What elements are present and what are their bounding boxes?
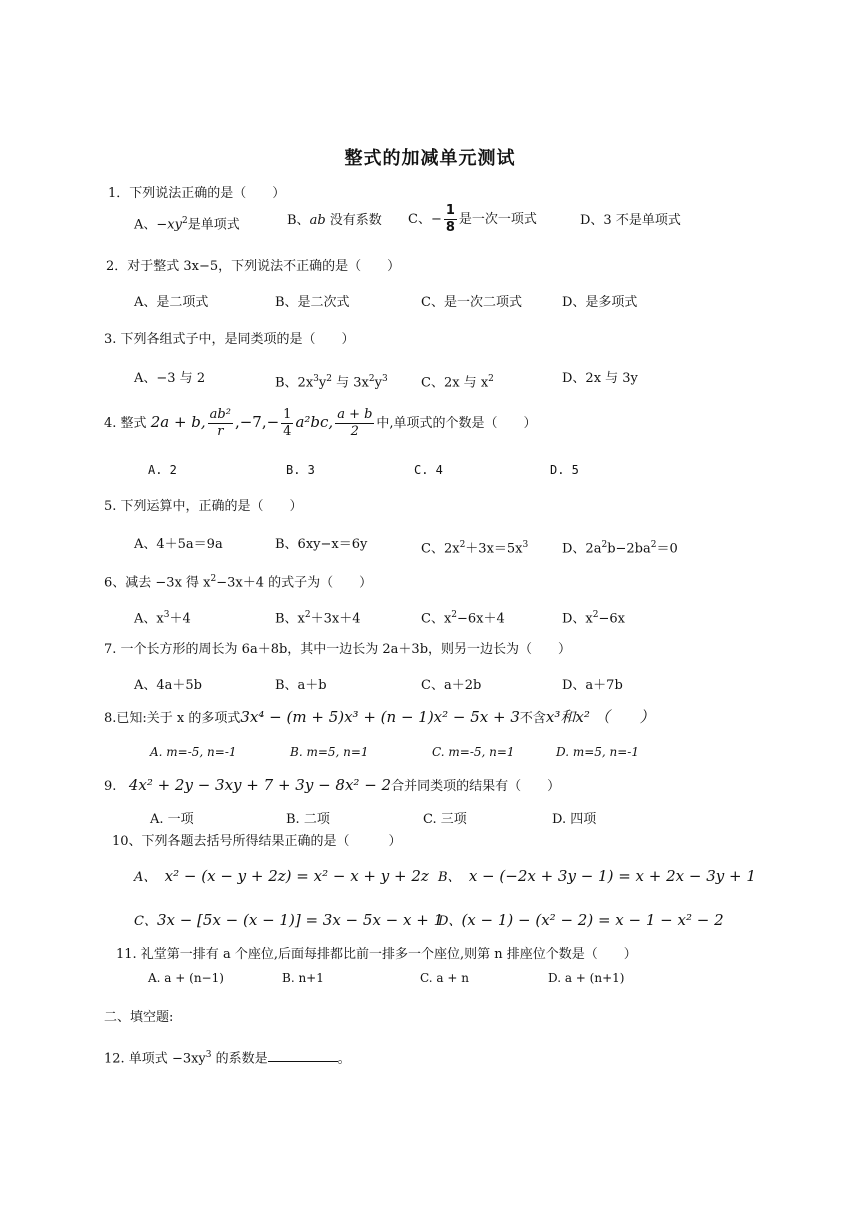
question-10-stem: 10、下列各题去括号所得结果正确的是（ ）: [112, 834, 402, 849]
question-6-stem: 6、减去 −3x 得 $x^2-3x+4$ 的式子为（ ）: [104, 574, 373, 591]
question-9-stem: 9. 4x² + 2y − 3xy + 7 + 3y − 8x² − 2合并同类项的结果有（ ）: [104, 776, 561, 794]
q8-option-b: B. m=5, n=1: [290, 745, 369, 759]
q6-option-a: A、$x^3+4$: [134, 610, 191, 627]
q5-option-c: C、$2x^2+3x=5x^3$: [421, 540, 529, 557]
q10-option-c: C、3x − [5x − (x − 1)] = 3x − 5x − x + 1: [134, 911, 444, 929]
q10-option-a: A、 x² − (x − y + 2z) = x² − x + y + 2z: [134, 867, 429, 885]
q6-option-b: B、$x^2+3x+4$: [275, 610, 361, 627]
q11-option-c: C. a + n: [420, 971, 469, 985]
q7-option-c: C、a＋2b: [421, 678, 482, 693]
question-7-stem: 7. 一个长方形的周长为 6a＋8b，其中一边长为 2a＋3b，则另一边长为（ ）: [104, 642, 572, 657]
q1-fraction: $\frac{1}{8}$: [445, 203, 455, 235]
q8-option-a: A. m=-5, n=-1: [150, 745, 237, 759]
section-fill-in-heading: 二、填空题:: [104, 1010, 174, 1025]
question-3-stem: 3. 下列各组式子中，是同类项的是（ ）: [104, 332, 355, 347]
q3-option-a: A、−3 与 2: [134, 371, 206, 386]
q1-option-b: B、ab 没有系数: [287, 213, 382, 228]
q4-fraction-3: $\frac{a + b}{2}$: [337, 407, 373, 439]
q2-option-d: D、是多项式: [562, 295, 638, 310]
q7-option-d: D、a＋7b: [562, 678, 623, 693]
question-1-stem: 1．下列说法正确的是（ ）: [108, 186, 286, 201]
q7-option-b: B、a＋b: [275, 678, 327, 693]
q1-option-a: A、$-xy^2$是单项式: [134, 216, 240, 233]
q4-option-c: C. 4: [414, 463, 443, 477]
q9-option-d: D. 四项: [552, 812, 597, 827]
q9-option-c: C. 三项: [423, 812, 467, 827]
q5-option-d: D、$2a^2b-2ba^2=0$: [562, 540, 678, 557]
q10-option-d: D、(x − 1) − (x² − 2) = x − 1 − x² − 2: [438, 911, 724, 929]
q9-expression: 4x² + 2y − 3xy + 7 + 3y − 8x² − 2: [128, 776, 392, 794]
document-title: 整式的加减单元测试: [344, 148, 516, 169]
question-8-stem: 8.已知:关于 x 的多项式3x⁴ − (m + 5)x³ + (n − 1)x² − 5x + 3不含x³和x² （ ）: [104, 708, 655, 726]
q1-option-d: D、3 不是单项式: [580, 213, 681, 228]
q2-option-a: A、是二项式: [134, 295, 209, 310]
question-5-stem: 5. 下列运算中，正确的是（ ）: [104, 499, 303, 514]
q9-option-b: B. 二项: [286, 812, 330, 827]
q4-fraction-1: $\frac{\text{ab²}}{r}$: [209, 407, 231, 439]
q4-fraction-2: $\frac{1}{4}$: [283, 407, 292, 439]
q12-answer-blank[interactable]: [268, 1047, 338, 1062]
q7-option-a: A、4a＋5b: [134, 678, 203, 693]
q2-option-c: C、是一次二项式: [421, 295, 522, 310]
q4-option-a: A. 2: [148, 463, 177, 477]
q5-option-b: B、6xy−x＝6y: [275, 537, 368, 552]
q1-option-c: C、− $\frac{1}{8}$ 是一次一项式: [408, 203, 537, 235]
q11-option-a: A. a + (n−1): [148, 971, 224, 985]
question-4-stem: 4. 整式 2a + b, $\frac{\text{ab²}}{r}$ ,−7,− $\frac{1}{4}$ a²bc, $\frac{a + b}{2}$ 中,单项式的个数是（ ）: [104, 407, 537, 439]
q6-option-d: D、$x^2-6x$: [562, 610, 625, 627]
q3-option-c: C、2x 与 $x^2$: [421, 374, 494, 391]
q11-option-d: D. a + (n+1): [548, 971, 625, 985]
q6-option-c: C、$x^2-6x+4$: [421, 610, 505, 627]
q10-option-b: B、 x − (−2x + 3y − 1) = x + 2x − 3y + 1: [438, 867, 756, 885]
q4-option-b: B. 3: [286, 463, 315, 477]
q8-option-c: C. m=-5, n=1: [432, 745, 515, 759]
q4-option-d: D. 5: [550, 463, 579, 477]
q8-polynomial: 3x⁴ − (m + 5)x³ + (n − 1)x² − 5x + 3: [240, 708, 520, 726]
question-12-stem: 12. 单项式 $-3xy^3$ 的系数是 。: [104, 1045, 351, 1069]
question-2-stem: 2．对于整式 3x−5，下列说法不正确的是（ ）: [106, 259, 401, 274]
q5-option-a: A、4＋5a＝9a: [134, 537, 223, 552]
q2-option-b: B、是二次式: [275, 295, 350, 310]
q11-option-b: B. n+1: [282, 971, 324, 985]
q3-option-d: D、2x 与 3y: [562, 371, 638, 386]
q8-option-d: D. m=5, n=-1: [556, 745, 639, 759]
q3-option-b: B、$2x^3y^2$ 与 $3x^2y^3$: [275, 374, 388, 391]
q9-option-a: A. 一项: [150, 812, 194, 827]
question-11-stem: 11. 礼堂第一排有 a 个座位,后面每排都比前一排多一个座位,则第 n 排座位个数是（ ）: [116, 947, 637, 962]
